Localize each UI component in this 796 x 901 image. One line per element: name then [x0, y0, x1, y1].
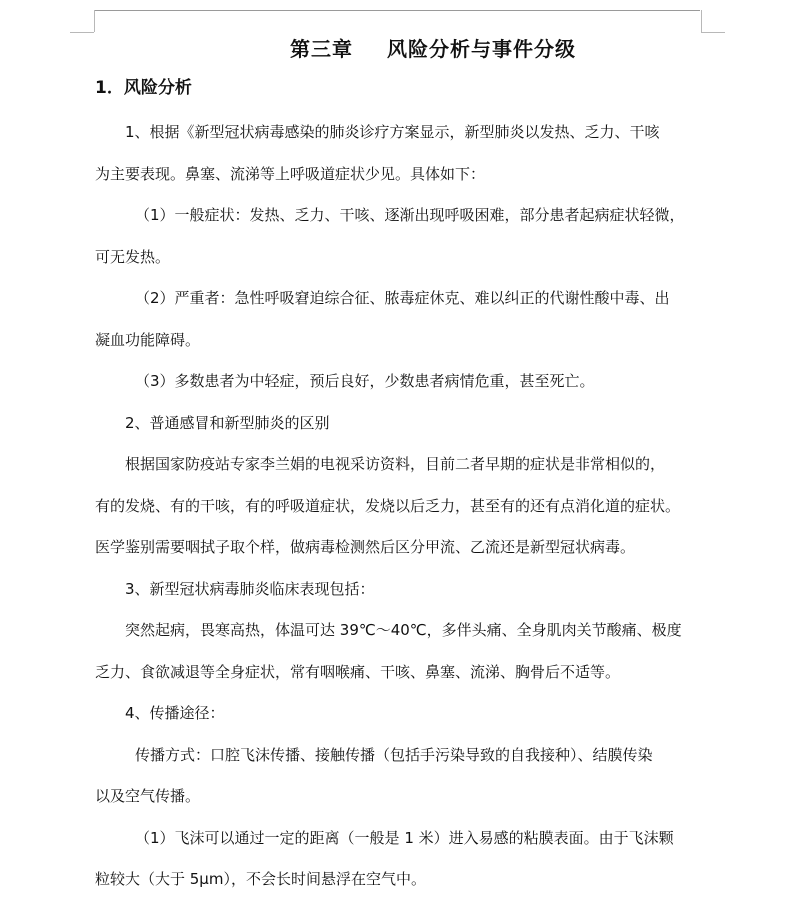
- margin-corner-mark: [701, 32, 725, 33]
- paragraph-line: 乏力、食欲减退等全身症状，常有咽喉痛、干咳、鼻塞、流涕、胸骨后不适等。: [95, 662, 621, 681]
- paragraph-line: （2）严重者：急性呼吸窘迫综合征、脓毒症休克、难以纠正的代谢性酸中毒、出: [135, 289, 670, 307]
- margin-corner-mark: [70, 32, 94, 33]
- paragraph-line: 2、普通感冒和新型肺炎的区别: [125, 413, 330, 432]
- paragraph-line: 4、传播途径：: [125, 704, 225, 722]
- paragraph-line: （3）多数患者为中轻症，预后良好，少数患者病情危重，甚至死亡。: [135, 372, 595, 390]
- paragraph-line: 有的发烧、有的干咳，有的呼吸道症状，发烧以后乏力，甚至有的还有点消化道的症状。: [95, 496, 681, 515]
- margin-corner-mark: [701, 10, 702, 32]
- page-header: [95, 0, 700, 6]
- chapter-title: [0, 34, 796, 64]
- paragraph-line: 凝血功能障碍。: [95, 330, 201, 349]
- paragraph-line: 突然起病，畏寒高热，体温可达 39℃～40℃，多伴头痛、全身肌肉关节酸痛、极度: [125, 621, 682, 639]
- section-heading: 1．风险分析: [95, 78, 192, 98]
- paragraph-line: 为主要表现。鼻塞、流涕等上呼吸道症状少见。具体如下：: [95, 164, 486, 183]
- paragraph-line: 传播方式：口腔飞沫传播、接触传播（包括手污染导致的自我接种）、结膜传染: [135, 745, 653, 764]
- paragraph-line: 3、新型冠状病毒肺炎临床表现包括：: [125, 579, 375, 598]
- margin-corner-mark: [94, 10, 95, 32]
- paragraph-line: 可无发热。: [95, 247, 171, 266]
- header-rule: [95, 10, 700, 11]
- chapter-number: 第三章: [290, 37, 353, 61]
- paragraph-line: 粒较大（大于 5μm），不会长时间悬浮在空气中。: [95, 870, 426, 888]
- paragraph-line: （1）一般症状：发热、乏力、干咳、逐渐出现呼吸困难，部分患者起病症状轻微，: [135, 206, 685, 224]
- chapter-title-text: 风险分析与事件分级: [387, 37, 576, 61]
- paragraph-line: 根据国家防疫站专家李兰娟的电视采访资料，目前二者早期的症状是非常相似的，: [125, 455, 666, 473]
- paragraph-line: 医学鉴别需要咽拭子取个样，做病毒检测然后区分甲流、乙流还是新型冠状病毒。: [95, 538, 636, 556]
- paragraph-line: （1）飞沫可以通过一定的距离（一般是 1 米）进入易感的粘膜表面。由于飞沫颗: [135, 828, 674, 847]
- body-text: [95, 112, 705, 901]
- paragraph-line: 1、根据《新型冠状病毒感染的肺炎诊疗方案显示，新型肺炎以发热、乏力、干咳: [125, 123, 660, 141]
- paragraph-line: 以及空气传播。: [95, 787, 201, 805]
